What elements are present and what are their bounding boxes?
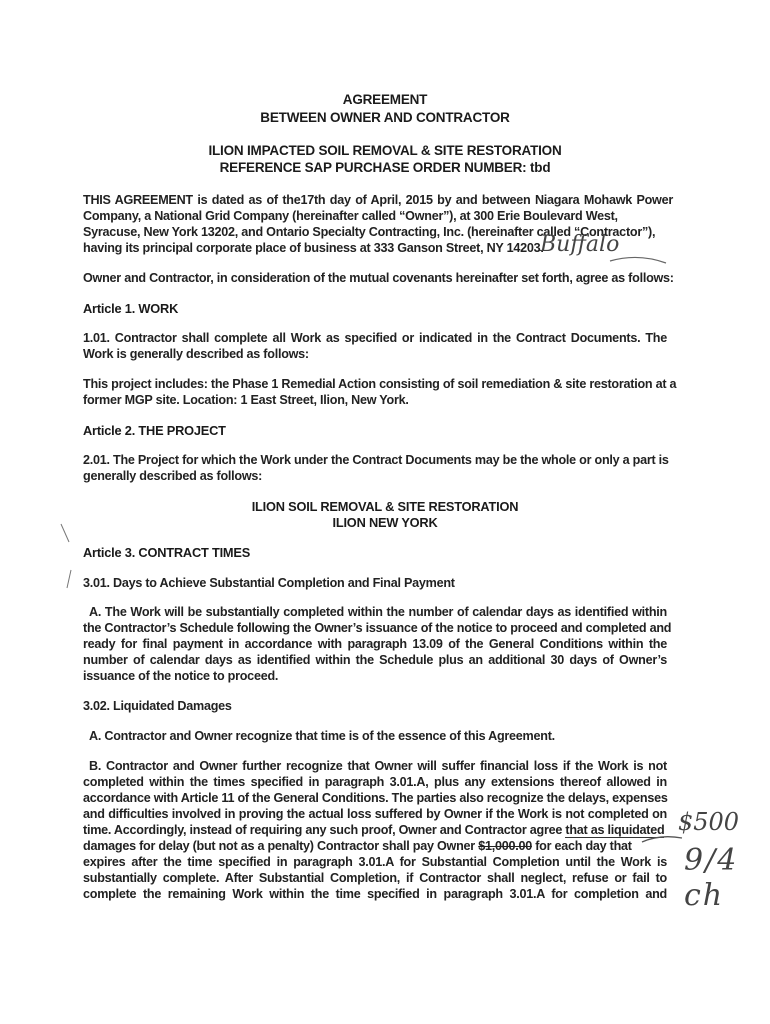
handwritten-city: Buffalo — [540, 232, 620, 257]
article-2-01-line-2: generally described as follows: — [83, 469, 263, 483]
covenant-text: Owner and Contractor, in consideration of the mutual covenants hereinafter set forth, agree as follows: — [83, 271, 674, 285]
intro-line-1: THIS AGREEMENT is dated as of the17th day of April, 2015 by and between Niagara Mohawk Power — [83, 193, 673, 207]
liquidated-text-a: time. Accordingly, instead of requiring any such proof, Owner and Contractor agree — [83, 823, 566, 837]
project-place: ILION NEW YORK — [332, 515, 438, 530]
title-po-number: REFERENCE SAP PURCHASE ORDER NUMBER: tbd — [219, 160, 551, 175]
project-description-line-1: This project includes: the Phase 1 Remedial Action consisting of soil remediation & site restoration at a — [83, 377, 677, 391]
article-3-02b-line-1: B. Contractor and Owner further recognize that Owner will suffer financial loss if the Work is not — [89, 759, 667, 773]
damages-text-b: for each day that — [531, 839, 632, 853]
title-agreement: AGREEMENT — [342, 92, 428, 107]
article-1-01-line-1: 1.01. Contractor shall complete all Work as specified or indicated in the Contract Documents. The — [83, 331, 667, 345]
article-3-02b-line-6 — [83, 839, 632, 853]
article-3-02b-line-8: substantially complete. After Substantial Completion, if Contractor shall neglect, refuse or fail to — [83, 871, 667, 885]
article-3-02a-text: A. Contractor and Owner recognize that time is of the essence of this Agreement. — [89, 729, 555, 743]
margin-scan-mark — [55, 520, 85, 590]
article-3-02b-line-4: and difficulties involved in proving the actual loss suffered by Owner if the Work is not completed on — [83, 807, 667, 821]
article-3-01a-line-5: issuance of the notice to proceed. — [83, 669, 279, 683]
article-3-01a-line-2: the Contractor’s Schedule following the Owner’s issuance of the notice to proceed and completed and — [83, 621, 672, 635]
handwritten-initials: 9/4 ch — [684, 843, 739, 913]
article-3-01-heading: 3.01. Days to Achieve Substantial Completion and Final Payment — [83, 576, 455, 590]
article-3-heading: Article 3. CONTRACT TIMES — [83, 545, 251, 560]
article-3-01a-line-4: number of calendar days as identified within the Schedule plus an additional 30 days of Owner’s — [83, 653, 667, 667]
struck-amount: $1,000.00 — [478, 839, 532, 853]
handwritten-amount: $500 — [678, 808, 740, 836]
article-3-01a-line-1: A. The Work will be substantially completed within the number of calendar days as identified within — [89, 605, 667, 619]
intro-line-2: Company, a National Grid Company (hereinafter called “Owner”), at 300 Erie Boulevard West, — [83, 209, 618, 223]
article-3-02b-line-2: completed within the times specified in paragraph 3.01.A, plus any extensions thereof allowed in — [83, 775, 667, 789]
project-description-line-2: former MGP site. Location: 1 East Street, Ilion, New York. — [83, 393, 409, 407]
article-3-02b-line-5 — [83, 823, 664, 837]
damages-text-a: damages for delay (but not as a penalty) Contractor shall pay Owner — [83, 839, 479, 853]
intro-line-4: having its principal corporate place of business at 333 Ganson Street, NY 14203. — [83, 241, 544, 255]
liquidated-underlined: that as liquidated — [565, 823, 665, 837]
pen-stroke-mark — [608, 255, 668, 267]
article-3-02b-line-7: expires after the time specified in paragraph 3.01.A for Substantial Completion until the Work is — [83, 855, 667, 869]
article-1-heading: Article 1. WORK — [83, 301, 179, 316]
project-name: ILION SOIL REMOVAL & SITE RESTORATION — [251, 499, 519, 514]
article-3-01a-line-3: ready for final payment in accordance with paragraph 13.09 of the General Conditions within the — [83, 637, 667, 651]
article-1-01-line-2: Work is generally described as follows: — [83, 347, 309, 361]
intro-line-3: Syracuse, New York 13202, and Ontario Specialty Contracting, Inc. (hereinafter called “Contractor”), — [83, 225, 656, 239]
article-3-02b-line-3: accordance with Article 11 of the General Conditions. The parties also recognize the delays, expenses — [83, 791, 668, 805]
article-2-01-line-1: 2.01. The Project for which the Work under the Contract Documents may be the whole or only a part is — [83, 453, 669, 467]
article-3-02b-line-9: complete the remaining Work within the time specified in paragraph 3.01.A for completion and — [83, 887, 667, 901]
title-parties: BETWEEN OWNER AND CONTRACTOR — [260, 110, 510, 125]
article-2-heading: Article 2. THE PROJECT — [83, 423, 226, 438]
article-3-02-heading: 3.02. Liquidated Damages — [83, 699, 232, 713]
pen-strike-mark — [640, 832, 684, 846]
title-project: ILION IMPACTED SOIL REMOVAL & SITE RESTORATION — [208, 143, 562, 158]
